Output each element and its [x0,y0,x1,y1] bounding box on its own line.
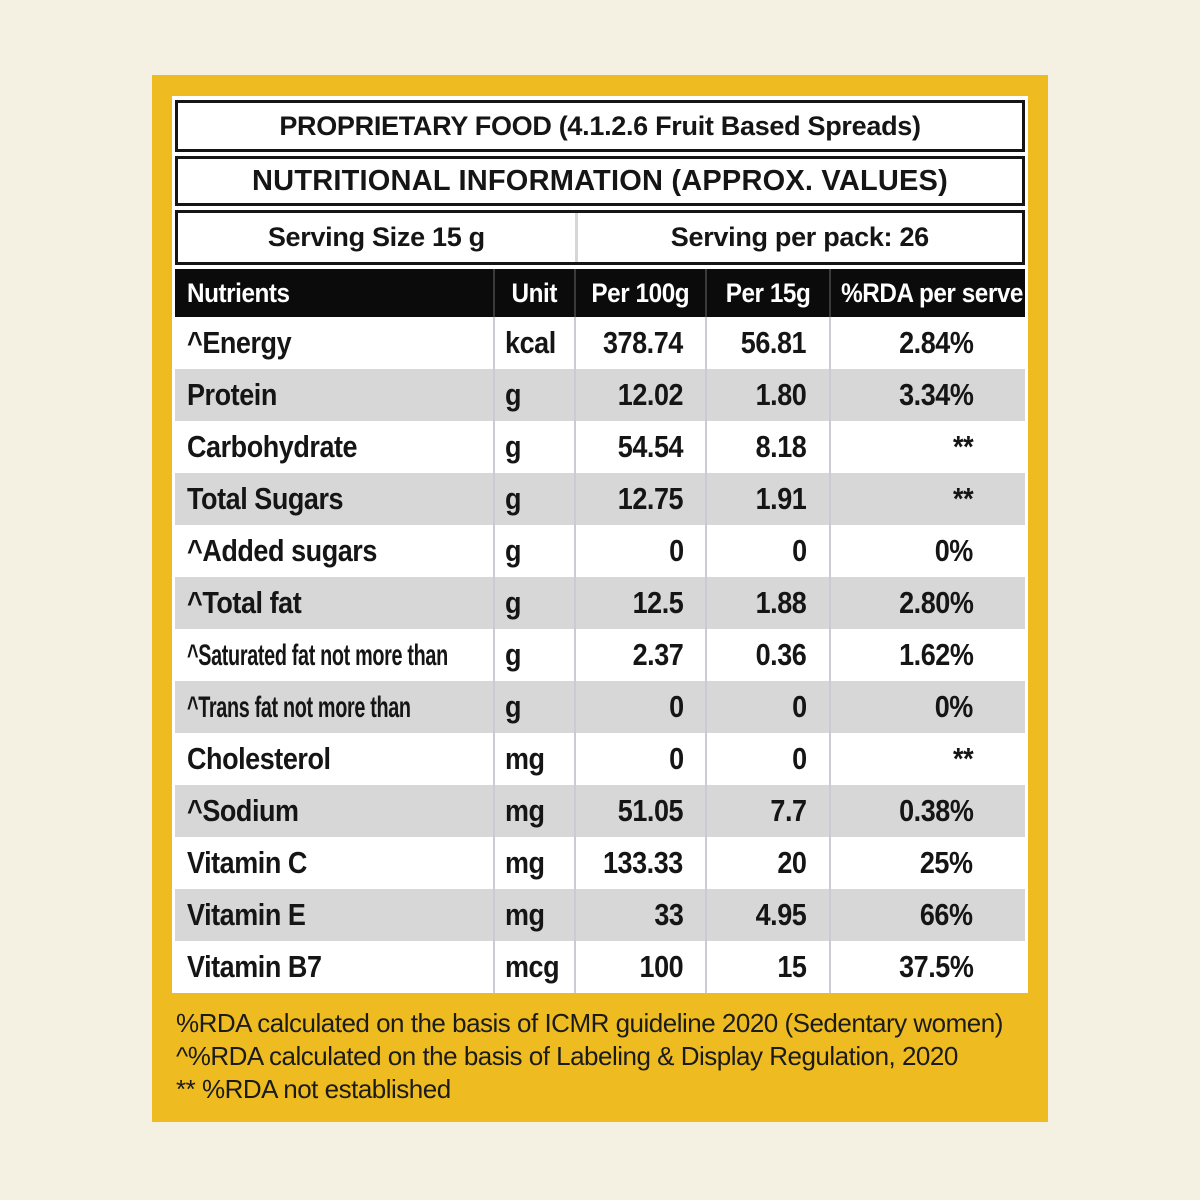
nutrient-unit: g [504,585,521,620]
value-per-15g: 0 [791,533,807,568]
value-per-15g: 1.91 [755,481,807,516]
col-header-rda [830,269,1026,317]
table-row-energy [175,317,1025,369]
nutrient-name: ^Saturated fat not more than [187,639,448,672]
value-per-15g: 56.81 [741,325,807,360]
table-row-cholesterol [175,733,1025,785]
nutrient-name: ^Sodium [187,793,299,828]
value-rda: ** [952,429,973,464]
nutrients-table [175,269,1025,993]
nutrient-unit: mcg [504,949,559,984]
value-per-15g: 7.7 [770,793,807,828]
table-row-protein [175,369,1025,421]
nutrient-unit: mg [504,845,545,880]
nutrient-name: Protein [187,377,277,412]
value-per-15g: 0 [791,741,807,776]
nutrient-name: Vitamin E [187,897,306,932]
nutrient-name: Vitamin B7 [187,949,322,984]
serving-row [175,210,1025,265]
table-row-saturated-fat [175,629,1025,681]
nutrient-name: Total Sugars [187,481,344,516]
table-row-vitamin-c [175,837,1025,889]
value-per-100g: 0 [668,689,684,724]
value-rda: 2.80% [898,585,973,620]
value-per-100g: 51.05 [617,793,684,828]
nutrient-unit: mg [504,793,545,828]
value-per-15g: 20 [777,845,807,880]
nutrient-name: ^Total fat [187,585,302,620]
nutrient-unit: kcal [504,325,556,360]
footnote-rda-labeling: ^%RDA calculated on the basis of Labeling & Display Regulation, 2020 [176,1041,958,1071]
value-rda: 66% [920,897,973,932]
nutrient-name: Cholesterol [187,741,331,776]
value-per-100g: 12.5 [632,585,684,620]
value-per-100g: 2.37 [632,637,684,672]
table-row-sodium [175,785,1025,837]
label-subtitle [175,156,1025,206]
value-rda: 37.5% [898,949,973,984]
value-per-100g: 33 [654,897,684,932]
nutrient-unit: g [504,689,521,724]
nutrient-unit: g [504,429,521,464]
col-header-per100g [575,269,707,317]
table-header-row [175,269,1025,317]
value-per-100g: 100 [639,949,684,984]
value-rda: 2.84% [898,325,973,360]
nutrient-unit: mg [504,897,545,932]
value-rda: ** [952,741,973,776]
col-header-per15g-text: Per 15g [725,277,811,308]
value-rda: 0% [934,689,973,724]
label-title [175,100,1025,152]
nutrient-name: ^Trans fat not more than [187,691,411,724]
table-row-trans-fat [175,681,1025,733]
table-row-carbohydrate [175,421,1025,473]
value-per-100g: 54.54 [617,429,684,464]
value-per-15g: 15 [777,949,807,984]
table-row-total-sugars [175,473,1025,525]
value-per-15g: 0.36 [755,637,807,672]
label-subtitle-text: NUTRITIONAL INFORMATION (APPROX. VALUES) [252,164,948,197]
label-frame [152,75,1048,1122]
table-row-added-sugars [175,525,1025,577]
value-rda: 3.34% [898,377,973,412]
value-per-100g: 12.75 [617,481,684,516]
value-per-100g: 378.74 [603,325,684,360]
value-per-15g: 1.80 [755,377,807,412]
col-header-per100g-text: Per 100g [591,277,690,308]
value-per-100g: 133.33 [603,845,684,880]
nutrient-unit: g [504,533,521,568]
table-row-total-fat [175,577,1025,629]
nutrients-body [175,317,1025,993]
nutrient-name: Carbohydrate [187,429,358,464]
value-per-15g: 8.18 [755,429,807,464]
footnotes [172,993,1028,1106]
value-per-100g: 0 [668,533,684,568]
value-per-100g: 12.02 [617,377,684,412]
footnote-rda-not-established: ** %RDA not established [176,1074,451,1104]
value-per-100g: 0 [668,741,684,776]
nutrient-unit: g [504,637,521,672]
nutrient-name: Vitamin C [187,845,307,880]
value-rda: 25% [920,845,973,880]
footnote-rda-icmr: %RDA calculated on the basis of ICMR guideline 2020 (Sedentary women) [176,1008,1003,1038]
value-rda: 0.38% [898,793,973,828]
value-rda: ** [952,481,973,516]
value-per-15g: 4.95 [755,897,807,932]
nutrient-name: ^Energy [187,325,292,360]
serving-per-pack: Serving per pack: 26 [575,213,1022,262]
nutrient-unit: g [504,377,521,412]
col-header-per15g [706,269,829,317]
nutrient-unit: mg [504,741,545,776]
serving-size: Serving Size 15 g [267,222,485,252]
label-panel [172,96,1028,993]
value-per-15g: 0 [791,689,807,724]
col-header-rda-text: %RDA per serve [840,277,1023,308]
col-header-nutrients-text: Nutrients [187,277,290,308]
col-header-nutrients [175,269,494,317]
value-rda: 1.62% [898,637,973,672]
value-per-15g: 1.88 [755,585,807,620]
value-rda: 0% [934,533,973,568]
table-row-vitamin-b7 [175,941,1025,993]
col-header-unit-text: Unit [511,277,557,308]
nutrient-unit: g [504,481,521,516]
col-header-unit [494,269,575,317]
label-title-text: PROPRIETARY FOOD (4.1.2.6 Fruit Based Spreads) [279,110,921,141]
table-row-vitamin-e [175,889,1025,941]
nutrient-name: ^Added sugars [187,533,377,568]
